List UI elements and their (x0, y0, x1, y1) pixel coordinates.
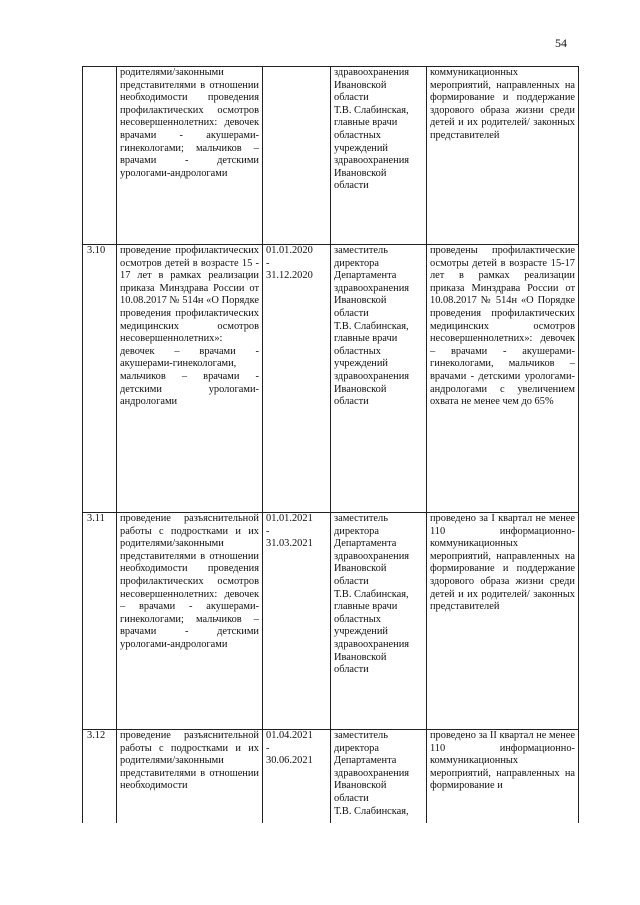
table-row (83, 730, 579, 824)
expected-result: проведено за I квартал не менее 110 информационно-коммуникационных мероприятий, направленных на формирование и поддержание здорового образа жизни среди детей и их родителей/ законных представителей (427, 513, 579, 730)
responsible-persons: заместитель директора Департамента здравоохранения Ивановской области Т.В. Слабинская, главные врачи областных учреждений здравоохранения Ивановской области (331, 245, 427, 513)
page-number: 54 (555, 36, 567, 50)
activity-description: проведение профилактических осмотров детей в возрасте 15 - 17 лет в рамках реализации приказа Минздрава России от 10.08.2017 № 514н «О Порядке проведения профилактических медицинских осмотров несовершеннолетних»: девочек – врачами - акушерами-гинекологами, мальчиков – врачами - детскими урологами-андрологами (117, 245, 263, 513)
expected-result: проведено за II квартал не менее 110 информационно-коммуникационных мероприятий, направленных на формирование и (427, 730, 579, 824)
activity-dates: 01.01.2021 - 31.03.2021 (263, 513, 331, 730)
table-row (83, 67, 579, 245)
activity-description: проведение разъяснительной работы с подростками и их родителями/законными представителями в отношении необходимости (117, 730, 263, 824)
responsible-persons: заместитель директора Департамента здравоохранения Ивановской области Т.В. Слабинская, главные врачи областных учреждений здравоохранения Ивановской области (331, 513, 427, 730)
responsible-persons: заместитель директора Департамента здравоохранения Ивановской области Т.В. Слабинская, (331, 730, 427, 824)
row-number: 3.11 (83, 513, 117, 730)
activity-description: проведение разъяснительной работы с подростками и их родителями/законными представителями в отношении необходимости проведения профилактических осмотров несовершеннолетних: девочек – врачами - акушерами-гинекологами; мальчиков – врачами - детскими урологами-андрологами (117, 513, 263, 730)
row-number (83, 67, 117, 245)
table-row (83, 513, 579, 730)
activities-table (82, 66, 579, 823)
responsible-persons: здравоохранения Ивановской области Т.В. Слабинская, главные врачи областных учреждений здравоохранения Ивановской области (331, 67, 427, 245)
activity-dates (263, 67, 331, 245)
activity-dates: 01.04.2021 - 30.06.2021 (263, 730, 331, 824)
expected-result: коммуникационных мероприятий, направленных на формирование и поддержание здорового образа жизни среди детей и их родителей/ законных представителей (427, 67, 579, 245)
row-number: 3.10 (83, 245, 117, 513)
activity-description: родителями/законными представителями в отношении необходимости проведения профилактических осмотров несовершеннолетних: девочек врачами - акушерами-гинекологами; мальчиков – врачами - детскими урологами-андрологами (117, 67, 263, 245)
row-number: 3.12 (83, 730, 117, 824)
expected-result: проведены профилактические осмотры детей в возрасте 15-17 лет в рамках реализации приказа Минздрава России от 10.08.2017 № 514н «О Порядке проведения профилактических медицинских осмотров несовершеннолетних»: девочек – врачами - акушерами-гинекологами, мальчиков – врачами - детскими урологами-андрологами с увеличением охвата не менее чем до 65% (427, 245, 579, 513)
activity-dates: 01.01.2020 - 31.12.2020 (263, 245, 331, 513)
table-row (83, 245, 579, 513)
